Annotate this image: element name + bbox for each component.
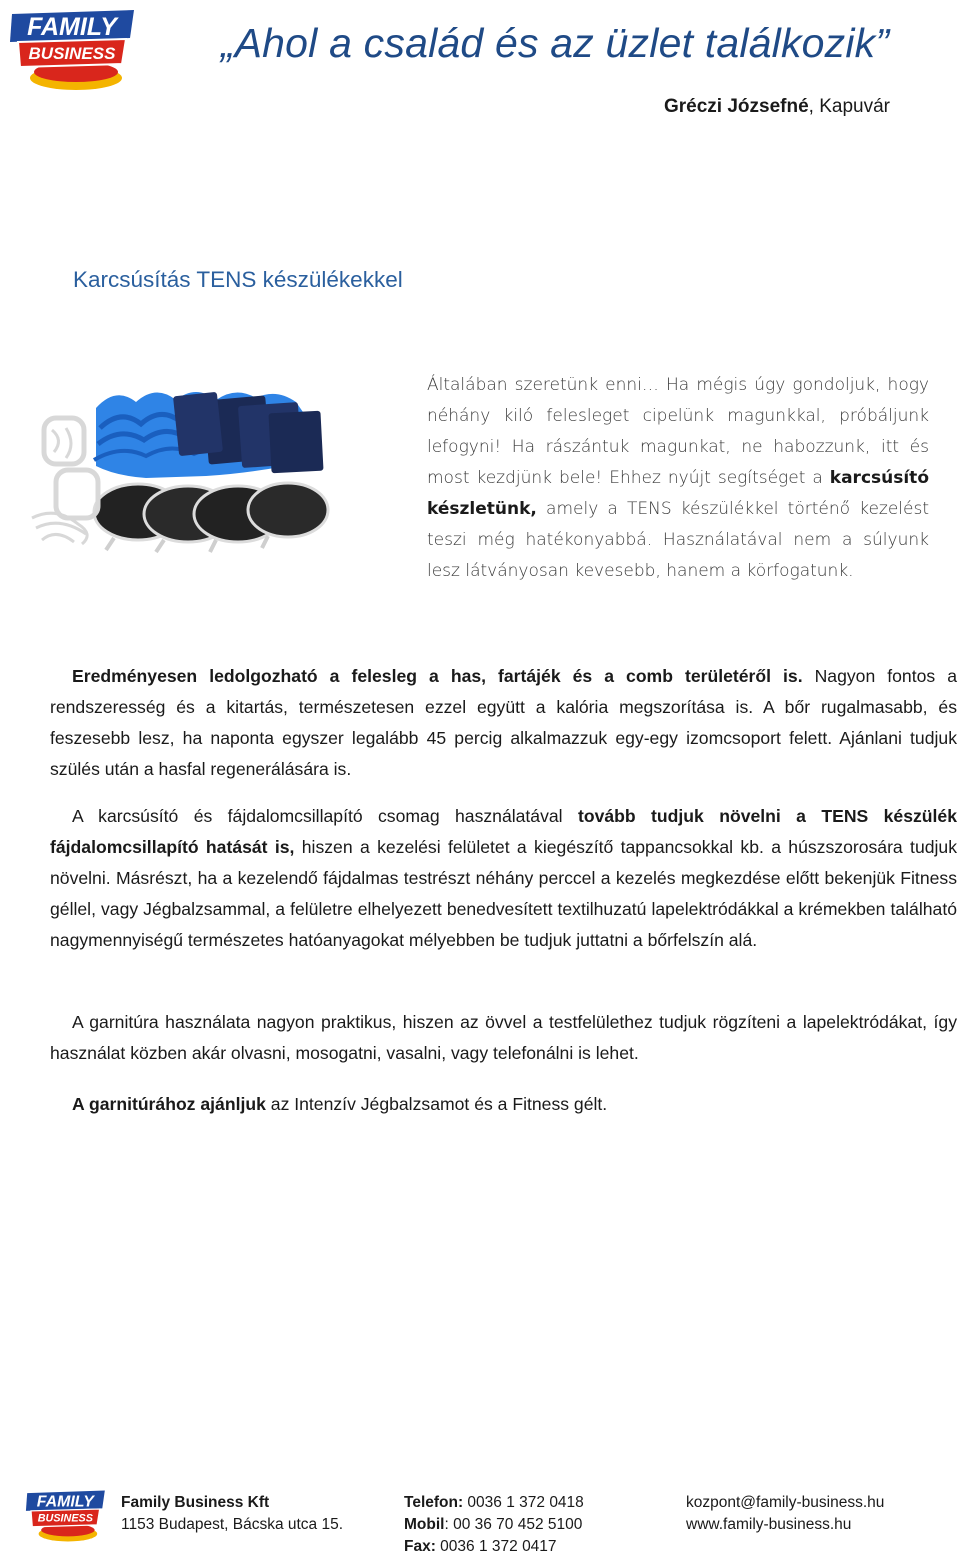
logo-line2: BUSINESS	[28, 44, 116, 63]
footer-phone: 0036 1 372 0418	[463, 1494, 584, 1511]
family-business-logo	[8, 6, 138, 94]
author-separator: ,	[808, 96, 814, 117]
tens-kit-illustration	[26, 378, 334, 556]
blue-belts	[94, 392, 324, 478]
product-image	[26, 378, 334, 556]
logo-line1: FAMILY	[27, 13, 117, 41]
author-name: Gréczi Józsefné	[663, 96, 809, 117]
intro-text-2: amely a TENS készülékkel történő kezelést teszi még hatékonyabbá. Használatával nem a súlyunk lesz látványosan kevesebb, hanem a körfogatunk.	[427, 499, 929, 581]
paragraph-1-bold: Eredményesen ledolgozható a felesleg a has, fartájék és a comb területéről is.	[72, 666, 803, 686]
intro-paragraph	[427, 370, 929, 587]
author-line	[664, 96, 890, 118]
footer-logo-graphic	[24, 1488, 108, 1544]
intro-bold-1: karcsúsító készletünk,	[427, 468, 929, 519]
footer-phones	[404, 1492, 584, 1558]
footer-mobile-label: Mobil	[404, 1516, 445, 1533]
paragraph-2-text-2: hiszen a kezelési felületet a kiegészítő tappancsokkal kb. a húszszorosára tudjuk növelni. Másrészt, ha a kezelendő fájdalmas testrészt néhány perccel a kezelés megkezdése előtt bekenjük Fitness géllel, vagy Jégbalzsammal, a felületre elhelyezett benedvesített textilhuzatú lapelektródákkal a krémekben található nagymennyiségű természetes hatóanyagokat mélyebben be tudjuk juttatni a bőrfelszín alá.	[50, 837, 958, 950]
paragraph-3	[50, 1007, 957, 1069]
footer-company-name: Family Business Kft	[121, 1494, 270, 1511]
footer-web-link[interactable]: www.family-business.hu	[686, 1516, 852, 1533]
author-city: Kapuvár	[819, 96, 890, 117]
footer-logo-line1: FAMILY	[36, 1493, 94, 1511]
intro-text-1: Általában szeretünk enni… Ha mégis úgy gondoljuk, hogy néhány kiló felesleget cipelünk magunkkal, próbáljunk lefogyni! Ha rászántuk magunkat, ne habozzunk, itt és most kezdjünk bele! Ehhez nyújt segítséget a	[427, 375, 929, 488]
paragraph-2-bold: tovább tudjuk növelni a TENS készülék fájdalomcsillapító hatását is,	[50, 806, 957, 857]
paragraph-4-bold: A garnitúrához ajánljuk	[72, 1094, 266, 1114]
footer-phone-label: Telefon:	[404, 1494, 464, 1511]
paragraph-1	[50, 661, 957, 785]
paragraph-2-text-1: A karcsúsító és fájdalomcsillapító csomag használatával	[72, 806, 578, 826]
paragraph-2	[50, 801, 957, 956]
article-title: Karcsúsítás TENS készülékekkel	[73, 267, 403, 292]
footer-logo-line2: BUSINESS	[37, 1512, 93, 1525]
footer-fax-label: Fax:	[404, 1538, 436, 1555]
cables-and-clips	[32, 418, 98, 544]
logo-graphic	[8, 6, 138, 94]
footer-company	[121, 1492, 343, 1536]
footer-contact	[686, 1492, 884, 1536]
footer-email-link[interactable]: kozpont@family-business.hu	[686, 1494, 885, 1511]
footer-address: 1153 Budapest, Bácska utca 15.	[121, 1516, 344, 1533]
paragraph-1-text: Nagyon fontos a rendszeresség és a kitartás, természetesen ezzel együtt a kalória megszorítása is. A bőr rugalmasabb, és feszesebb lesz, ha naponta egyszer legalább 45 percig alkalmazzuk egy-egy izomcsoport felett. Ajánlani tudjuk szülés után a hasfal regenerálására is.	[50, 666, 957, 779]
footer-logo	[24, 1488, 108, 1544]
footer-mobile: : 00 36 70 452 5100	[444, 1516, 583, 1533]
electrode-pads	[94, 483, 328, 552]
paragraph-4	[50, 1089, 957, 1120]
paragraph-4-text: az Intenzív Jégbalzsamot és a Fitness gélt.	[265, 1094, 608, 1114]
paragraph-3-text: A garnitúra használata nagyon praktikus, hiszen az övvel a testfelülethez tudjuk rögzíteni a lapelektródákat, így használat közben akár olvasni, mosogatni, vasalni, vagy telefonálni is lehet.	[50, 1012, 957, 1063]
page-title: „Ahol a család és az üzlet találkozik”	[220, 20, 890, 66]
footer-fax: 0036 1 372 0417	[435, 1538, 557, 1555]
